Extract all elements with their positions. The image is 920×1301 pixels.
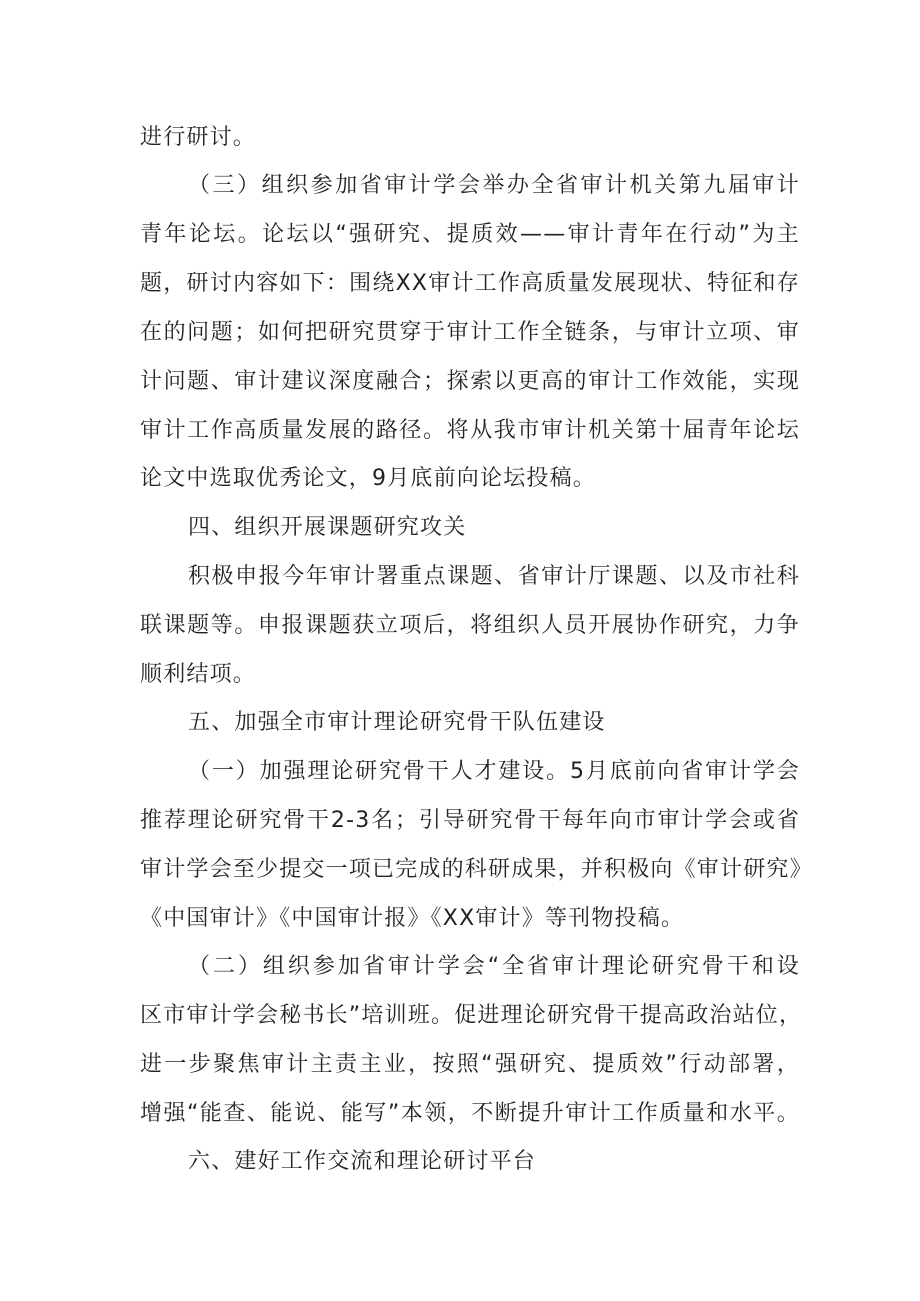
- text-line-8: 论文中选取优秀论文，9月底前向论坛投稿。: [140, 466, 596, 491]
- section-heading-4: 四、组织开展课题研究攻关: [188, 515, 467, 540]
- section-heading-5: 五、加强全市审计理论研究骨干队伍建设: [188, 710, 606, 735]
- section-heading-6: 六、建好工作交流和理论研讨平台: [188, 1149, 537, 1174]
- text-line-1: 进行研讨。: [140, 125, 257, 150]
- text-line-2: （三）组织参加省审计学会举办全省审计机关第九届审计: [188, 173, 800, 198]
- text-line-3: 青年论坛。论坛以“强研究、提质效——审计青年在行动”为主: [140, 222, 800, 247]
- text-line-18: （二）组织参加省审计学会“全省审计理论研究骨干和设: [188, 954, 800, 979]
- text-line-11: 联课题等。申报课题获立项后，将组织人员开展协作研究，力争: [140, 613, 800, 638]
- text-line-19: 区市审计学会秘书长”培训班。促进理论研究骨干提高政治站位，: [140, 1003, 803, 1028]
- text-line-7: 审计工作高质量发展的路径。将从我市审计机关第十届青年论坛: [140, 418, 800, 443]
- text-line-20: 进一步聚焦审计主责主业，按照“强研究、提质效”行动部署，: [140, 1052, 800, 1077]
- text-line-16: 审计学会至少提交一项已完成的科研成果，并积极向《审计研究》: [140, 857, 813, 882]
- text-line-12: 顺利结项。: [140, 662, 257, 687]
- text-line-10: 积极申报今年审计署重点课题、省审计厅课题、以及市社科: [188, 564, 800, 589]
- text-line-14: （一）加强理论研究骨干人才建设。5月底前向省审计学会: [188, 759, 800, 784]
- text-line-15: 推荐理论研究骨干2-3名；引导研究骨干每年向市审计学会或省: [140, 808, 800, 833]
- text-line-5: 在的问题；如何把研究贯穿于审计工作全链条，与审计立项、审: [140, 320, 800, 345]
- text-line-17: 《中国审计》《中国审计报》《XX审计》等刊物投稿。: [140, 906, 685, 931]
- text-line-6: 计问题、审计建议深度融合；探索以更高的审计工作效能，实现: [140, 369, 800, 394]
- text-line-21: 增强“能查、能说、能写”本领，不断提升审计工作质量和水平。: [140, 1101, 800, 1126]
- text-line-4: 题，研讨内容如下：围绕XX审计工作高质量发展现状、特征和存: [140, 271, 800, 296]
